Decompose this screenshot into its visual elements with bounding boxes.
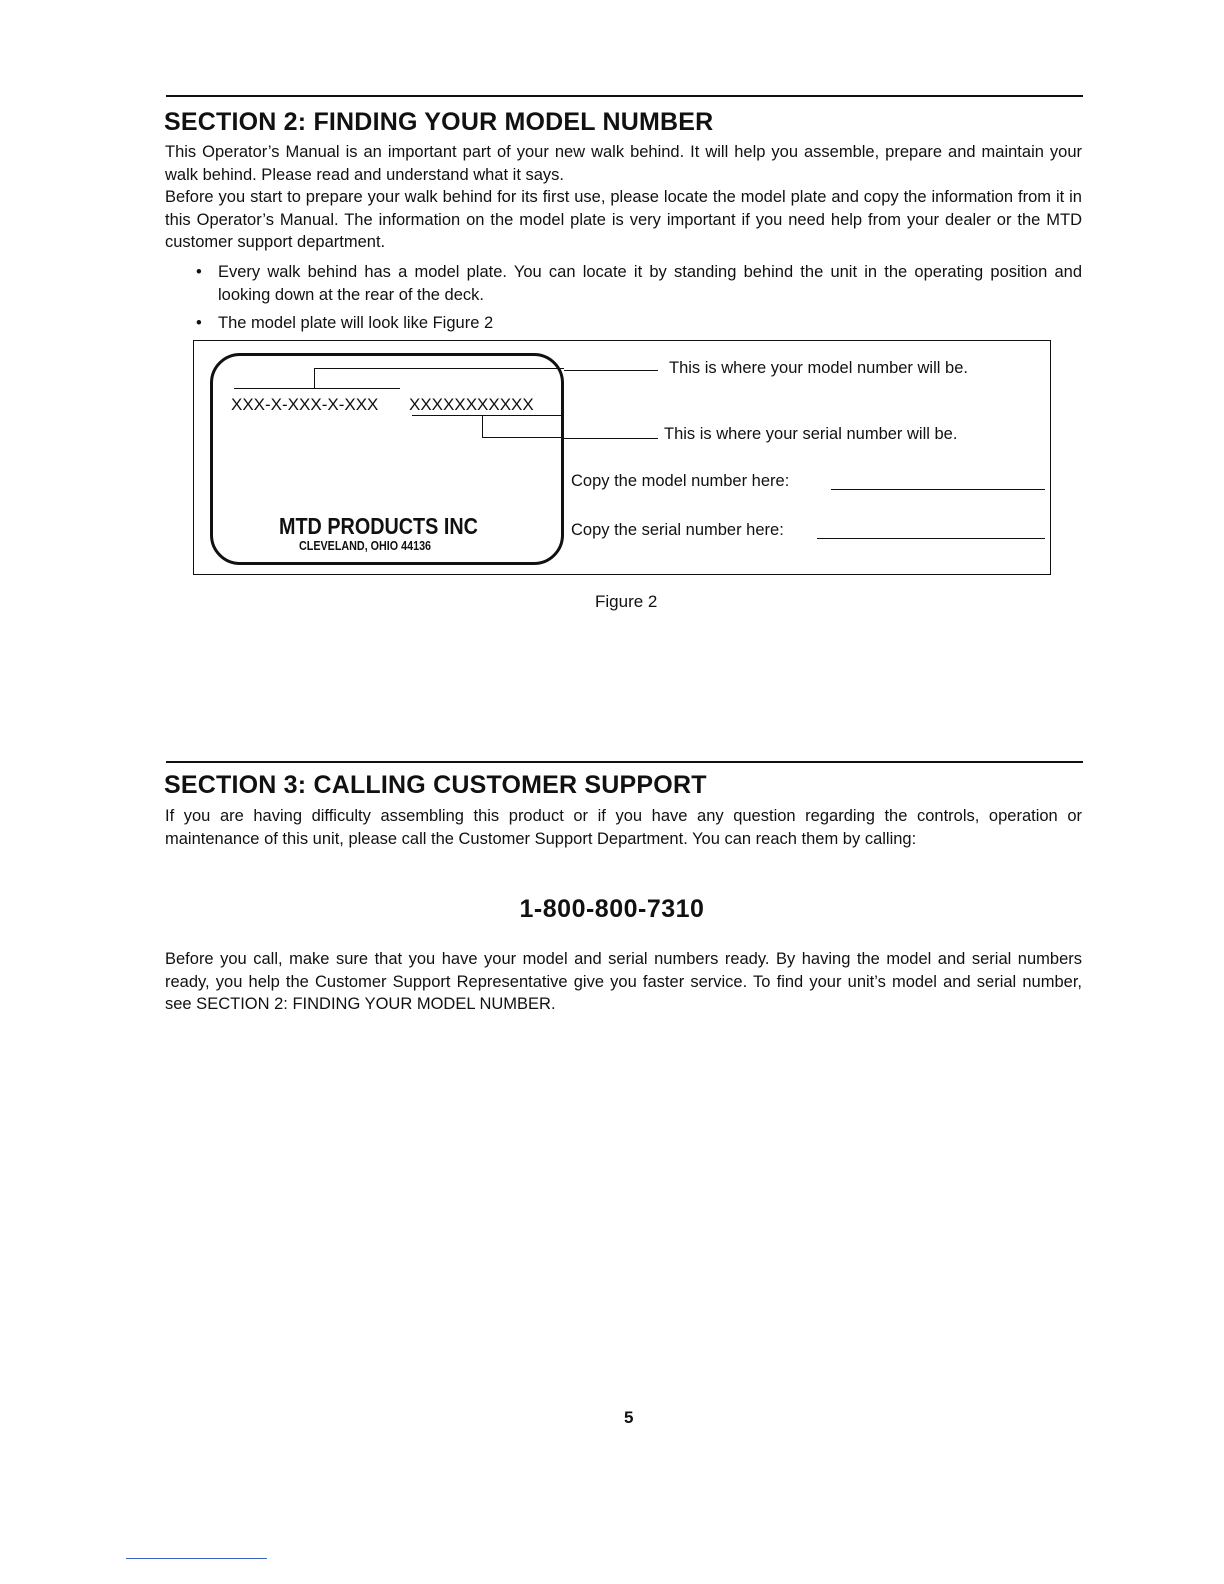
- model-leader-outer: [564, 370, 658, 371]
- serial-number-placeholder: XXXXXXXXXXX: [409, 395, 534, 414]
- model-number-callout: This is where your model number will be.: [669, 359, 968, 377]
- page-number: 5: [624, 1408, 634, 1427]
- model-number-placeholder: XXX-X-XXX-X-XXX: [231, 395, 379, 414]
- copy-serial-label: Copy the serial number here:: [571, 521, 784, 539]
- plate-company-name: MTD PRODUCTS INC: [279, 513, 478, 539]
- copy-model-label: Copy the model number here:: [571, 472, 790, 490]
- figure-2-caption: Figure 2: [595, 592, 658, 611]
- plate-address: CLEVELAND, OHIO 44136: [299, 539, 432, 553]
- section-2-instructions: Before you start to prepare your walk behind for its first use, please locate the model plate and copy the information from it in this Operator’s Manual. The information on the model plate is very important if you need help from your dealer or the MTD customer support department.: [165, 188, 1082, 251]
- figure-2-box: [193, 340, 1051, 575]
- section-2-heading: SECTION 2: FINDING YOUR MODEL NUMBER: [164, 108, 714, 136]
- copy-serial-field[interactable]: [817, 538, 1045, 539]
- section-3-rule: [166, 761, 1083, 763]
- serial-leader-outer: [564, 438, 658, 439]
- model-plate: [210, 353, 564, 565]
- serial-leader-bottom: [482, 437, 564, 438]
- bullet-model-plate-location: • Every walk behind has a model plate. You can locate it by standing behind the unit in the operating position and looking down at the rear of the deck.: [218, 261, 1082, 306]
- section-2-intro: This Operator’s Manual is an important part of your new walk behind. It will help you assemble, prepare and maintain your walk behind. Please read and understand what it says.: [165, 143, 1082, 184]
- copy-model-field[interactable]: [831, 489, 1045, 490]
- footer-scan-line: [126, 1558, 267, 1559]
- section-3-intro: If you are having difficulty assembling this product or if you have any question regarding the controls, operation or maintenance of this unit, please call the Customer Support Department. You can reach them by calling:: [165, 807, 1082, 848]
- bullet-model-plate-figure: • The model plate will look like Figure 2: [218, 312, 1082, 335]
- serial-leader-drop: [482, 415, 483, 437]
- customer-support-phone: 1-800-800-7310: [519, 895, 705, 923]
- section-2-rule: [166, 95, 1083, 97]
- model-leader-top: [314, 368, 564, 369]
- serial-leader-underline: [412, 415, 562, 416]
- model-leader-drop: [314, 368, 315, 388]
- section-3-heading: SECTION 3: CALLING CUSTOMER SUPPORT: [164, 771, 707, 799]
- serial-number-callout: This is where your serial number will be.: [664, 425, 958, 443]
- section-3-instructions: Before you call, make sure that you have your model and serial numbers ready. By having the model and serial numbers ready, you help the Customer Support Representative give you faster service. To find your unit’s model and serial number, see SECTION 2: FINDING YOUR MODEL NUMBER.: [165, 950, 1082, 1013]
- model-leader-underline: [234, 388, 400, 389]
